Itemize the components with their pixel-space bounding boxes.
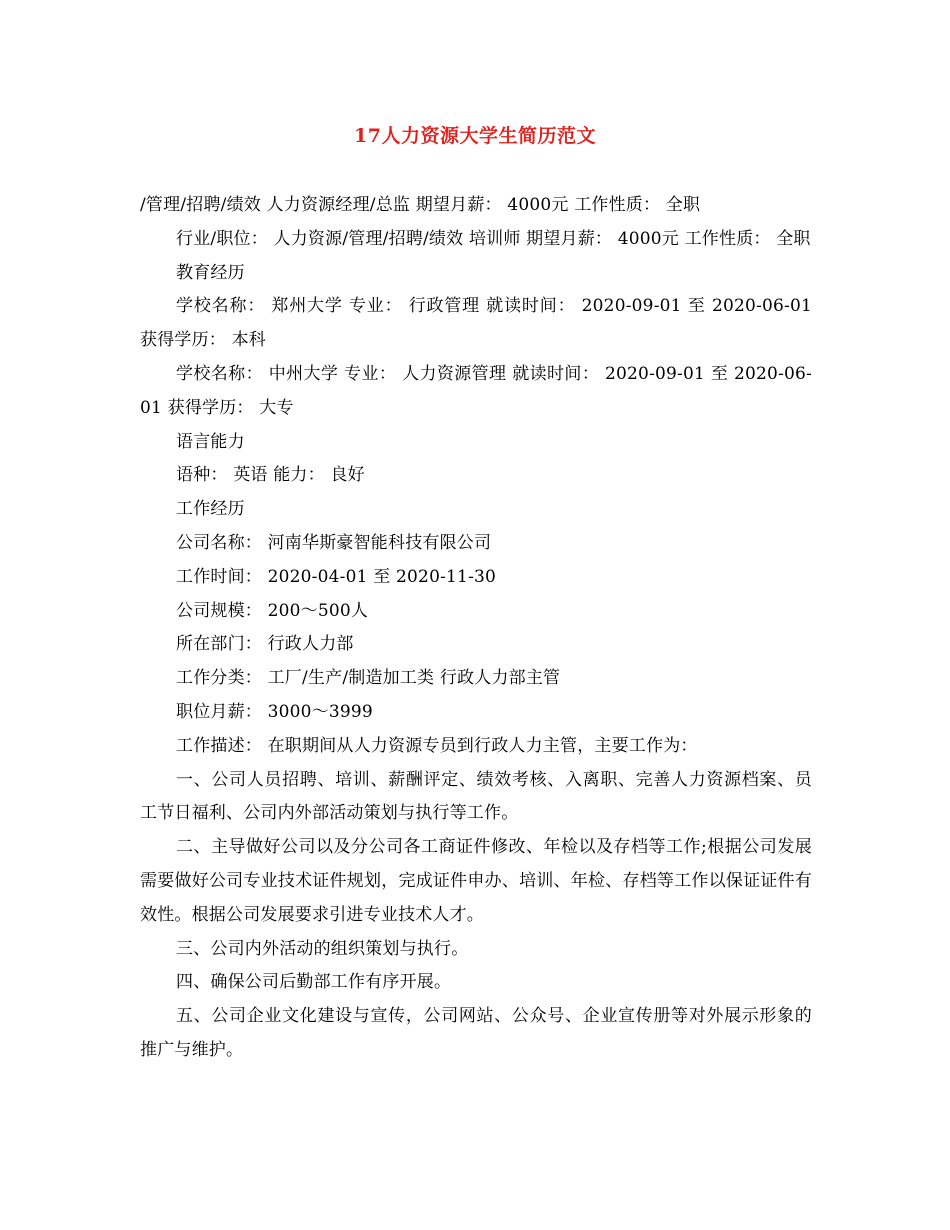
paragraph-school-2: 学校名称： 中州大学 专业： 人力资源管理 就读时间： 2020-09-01 至 2020-06-01 获得学历： 大专 bbox=[140, 363, 812, 418]
paragraph-school-1: 学校名称： 郑州大学 专业： 行政管理 就读时间： 2020-09-01 至 2020-06-01 获得学历： 本科 bbox=[140, 296, 812, 351]
paragraph-department: 所在部门： 行政人力部 bbox=[176, 634, 354, 655]
section-heading-work: 工作经历 bbox=[176, 499, 245, 520]
paragraph-language: 语种： 英语 能力： 良好 bbox=[176, 465, 365, 486]
paragraph-job-description: 工作描述： 在职期间从人力资源专员到行政人力主管，主要工作为： bbox=[176, 735, 698, 756]
paragraph-job-intent: /管理/招聘/绩效 人力资源经理/总监 期望月薪： 4000元 工作性质： 全职 bbox=[140, 195, 701, 215]
paragraph-duty-1: 一、公司人员招聘、培训、薪酬评定、绩效考核、入离职、完善人力资源档案、员工节日福利、公司内外部活动策划与执行等工作。 bbox=[140, 769, 812, 824]
paragraph-company-size: 公司规模： 200～500人 bbox=[176, 600, 369, 621]
paragraph-salary: 职位月薪： 3000～3999 bbox=[176, 701, 373, 722]
section-heading-education: 教育经历 bbox=[176, 262, 245, 283]
paragraph-duty-4: 四、确保公司后勤部工作有序开展。 bbox=[176, 972, 452, 993]
paragraph-duty-3: 三、公司内外活动的组织策划与执行。 bbox=[176, 938, 469, 959]
paragraph-duty-5: 五、公司企业文化建设与宣传，公司网站、公众号、企业宣传册等对外展示形象的推广与维护。 bbox=[140, 1006, 812, 1060]
section-heading-language: 语言能力 bbox=[176, 431, 245, 452]
paragraph-job-category: 工作分类： 工厂/生产/制造加工类 行政人力部主管 bbox=[176, 668, 561, 689]
paragraph-industry-position: 行业/职位： 人力资源/管理/招聘/绩效 培训师 期望月薪： 4000元 工作性质： 全职 bbox=[176, 228, 811, 249]
paragraph-work-time: 工作时间： 2020-04-01 至 2020-11-30 bbox=[176, 566, 497, 587]
paragraph-company-name: 公司名称： 河南华斯豪智能科技有限公司 bbox=[176, 532, 492, 553]
paragraph-duty-2: 二、主导做好公司以及分公司各工商证件修改、年检以及存档等工作;根据公司发展需要做好公司专业技术证件规划，完成证件申办、培训、年检、存档等工作以保证证件有效性。根据公司发展要求引进专业技术人才。 bbox=[140, 837, 812, 925]
document-body bbox=[140, 189, 812, 1068]
document-title: 17人力资源大学生简历范文 bbox=[354, 125, 596, 147]
